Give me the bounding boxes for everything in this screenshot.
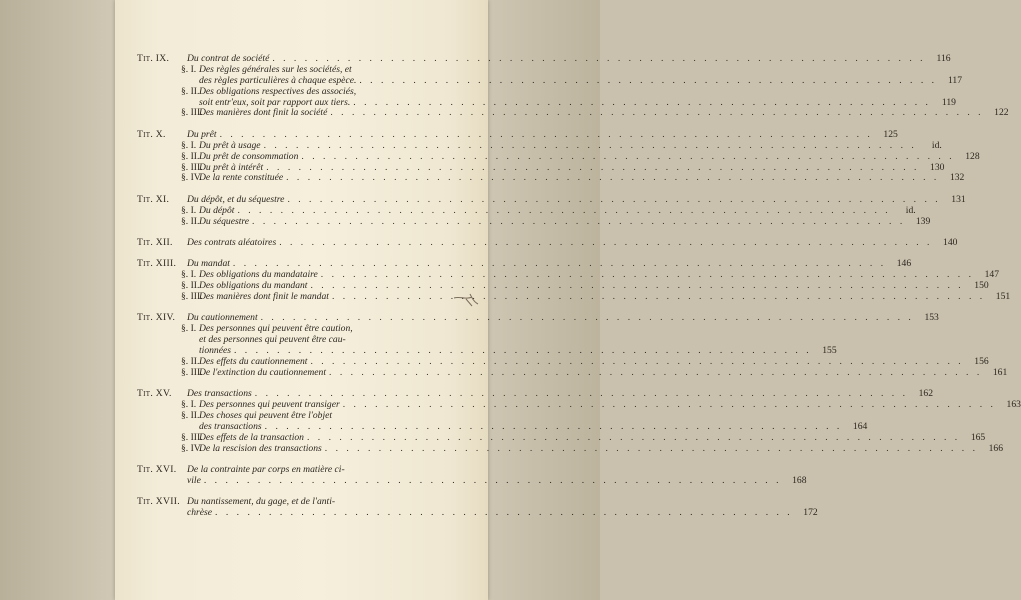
title-number: Tit. X. <box>137 128 166 140</box>
section-number: §. I. <box>181 269 197 281</box>
toc-group-xiii <box>137 258 1011 303</box>
section-number: §. II. <box>181 85 200 97</box>
section-number: §. I. <box>181 139 197 151</box>
page-number: 162 <box>918 388 933 400</box>
page-number: 122 <box>994 107 1009 119</box>
entry-title: Du séquestre <box>199 215 250 227</box>
page-number: 125 <box>883 128 898 140</box>
entry-title-cont: chrèse <box>187 507 213 519</box>
page-number: 172 <box>803 507 818 519</box>
page-number: 150 <box>974 280 989 292</box>
entry-title: Du nantissement, du gage, et de l'anti- <box>187 496 336 508</box>
toc-subentry <box>137 150 980 163</box>
section-number: §. III. <box>181 161 203 173</box>
page-number: 130 <box>930 161 945 173</box>
section-number: §. II. <box>181 280 200 292</box>
entry-title: Des effets du cautionnement <box>199 355 308 367</box>
entry-title: De la contrainte par corps en matière ci- <box>187 464 345 476</box>
entry-title: Du mandat <box>187 258 230 270</box>
leader-dots <box>343 400 996 411</box>
title-number: Tit. XV. <box>137 388 172 400</box>
entry-title-cont: des transactions <box>199 420 262 432</box>
toc-entry <box>137 236 958 249</box>
page-number: 128 <box>965 150 980 162</box>
page-number: 132 <box>949 172 965 184</box>
page-number: 168 <box>792 474 807 486</box>
title-number: Tit. XI. <box>137 193 170 205</box>
toc-subentry <box>137 366 1008 379</box>
entry-title: Des manières dont finit la société <box>199 107 328 119</box>
leader-dots <box>301 152 954 163</box>
title-number: Tit. XII. <box>137 236 173 248</box>
page-number: id. <box>905 204 916 216</box>
leader-dots <box>264 141 917 152</box>
leader-dots <box>215 508 793 519</box>
leader-dots <box>332 292 985 303</box>
title-number: Tit. XVII. <box>137 496 180 508</box>
entry-title: De la rente constituée <box>199 172 284 184</box>
entry-title: Des obligations du mandataire <box>199 269 318 281</box>
page-number: 117 <box>947 74 963 86</box>
leader-dots <box>252 217 905 228</box>
page-number: 155 <box>822 345 837 357</box>
entry-title: Du prêt <box>187 128 217 140</box>
page-number: 140 <box>943 236 958 248</box>
page-number: 151 <box>995 291 1011 303</box>
section-number: §. III. <box>181 431 203 443</box>
page-number: 165 <box>970 431 986 443</box>
toc-group-xii <box>137 236 958 249</box>
page-number: 156 <box>974 355 989 367</box>
entry-title: Des obligations respectives des associés, <box>199 85 357 97</box>
page-number: 163 <box>1006 399 1021 411</box>
entry-title: Du prêt de consommation <box>199 150 299 162</box>
entry-title: Du prêt à usage <box>199 139 261 151</box>
section-number: §. III. <box>181 366 203 378</box>
entry-title-cont: soit entr'eux, soit par rapport aux tiers. <box>199 96 351 108</box>
toc-subentry <box>137 107 1009 119</box>
toc-subentry <box>137 204 916 217</box>
page-number: 147 <box>984 269 999 281</box>
leader-dots <box>330 108 983 119</box>
section-number: §. IV. <box>181 172 202 184</box>
page-number: 164 <box>852 420 868 432</box>
leader-dots <box>237 206 890 217</box>
title-number: Tit. XIII. <box>137 258 177 270</box>
toc-group-ix <box>137 52 1009 119</box>
title-number: Tit. IX. <box>137 52 170 64</box>
leader-dots <box>286 173 939 184</box>
entry-title: Des règles générales sur les sociétés, et <box>199 63 352 75</box>
section-number: §. II. <box>181 215 200 227</box>
page-number: 131 <box>951 193 966 205</box>
leader-dots <box>272 54 925 65</box>
entry-title-cont: et des personnes qui peuvent être cau- <box>199 334 346 346</box>
entry-title: Du contrat de société <box>187 52 270 64</box>
entry-title: Des choses qui peuvent être l'objet <box>199 410 333 422</box>
page-number: 166 <box>988 442 1003 454</box>
entry-title: Du dépôt <box>199 204 235 216</box>
toc-subentry <box>137 215 931 228</box>
page-number: 119 <box>941 96 956 108</box>
section-number: §. II. <box>181 150 200 162</box>
title-number: Tit. XVI. <box>137 464 177 476</box>
page-number: 139 <box>915 215 931 227</box>
leader-dots <box>261 313 914 324</box>
entry-title-cont: vile <box>187 474 201 486</box>
entry-title: Du dépôt, et du séquestre <box>187 193 285 205</box>
title-number: Tit. XIV. <box>137 312 176 324</box>
leader-dots <box>279 238 932 249</box>
toc-group-x <box>137 128 980 184</box>
toc-subentry <box>137 291 1011 303</box>
section-number: §. III. <box>181 107 203 119</box>
page-number: id. <box>931 139 942 151</box>
entry-title: Des effets de la transaction <box>199 431 304 443</box>
entry-title: Des obligations du mandant <box>199 280 308 292</box>
page-number: 161 <box>992 366 1008 378</box>
section-number: §. II. <box>181 355 200 367</box>
leader-dots <box>329 368 982 379</box>
page-number: 153 <box>924 312 939 324</box>
toc-group-xvii <box>137 496 818 519</box>
entry-title-cont: tionnées <box>199 345 231 357</box>
section-number: §. I. <box>181 204 197 216</box>
toc-continuation <box>137 507 818 519</box>
entry-title: Du prêt à intérêt <box>199 161 264 173</box>
toc-group-xiv <box>137 312 1008 378</box>
entry-title: Des contrats aléatoires <box>187 236 277 248</box>
section-number: §. IV. <box>181 442 202 454</box>
toc-group-xi <box>137 193 966 228</box>
entry-title: Des personnes qui peuvent transiger <box>199 399 340 411</box>
leader-dots <box>325 444 978 455</box>
toc-subentry <box>137 172 965 184</box>
page-number: 116 <box>936 52 951 64</box>
entry-title: De la rescision des transactions <box>199 442 322 454</box>
section-number: §. I. <box>181 323 197 335</box>
entry-title: De l'extinction du cautionnement <box>199 366 327 378</box>
leader-dots <box>204 476 782 487</box>
entry-title-cont: des règles particulières à chaque espèce. <box>199 74 357 86</box>
section-number: §. II. <box>181 410 200 422</box>
entry-title: Des personnes qui peuvent être caution, <box>199 323 353 335</box>
entry-title: Des manières dont finit le mandat <box>199 291 329 303</box>
entry-title: Du cautionnement <box>187 312 258 324</box>
section-number: §. III. <box>181 291 203 303</box>
entry-title: Des transactions <box>187 388 252 400</box>
toc-group-xv <box>137 388 1021 454</box>
toc-continuation <box>137 474 807 487</box>
toc-subentry <box>137 442 1003 455</box>
section-number: §. I. <box>181 63 197 75</box>
table-of-contents <box>137 52 1021 530</box>
leader-dots <box>359 76 937 87</box>
toc-group-xvi <box>137 464 807 487</box>
toc-subentry <box>137 139 942 152</box>
toc-subentry <box>137 87 422 98</box>
section-number: §. I. <box>181 399 197 411</box>
page-number: 146 <box>896 258 912 270</box>
